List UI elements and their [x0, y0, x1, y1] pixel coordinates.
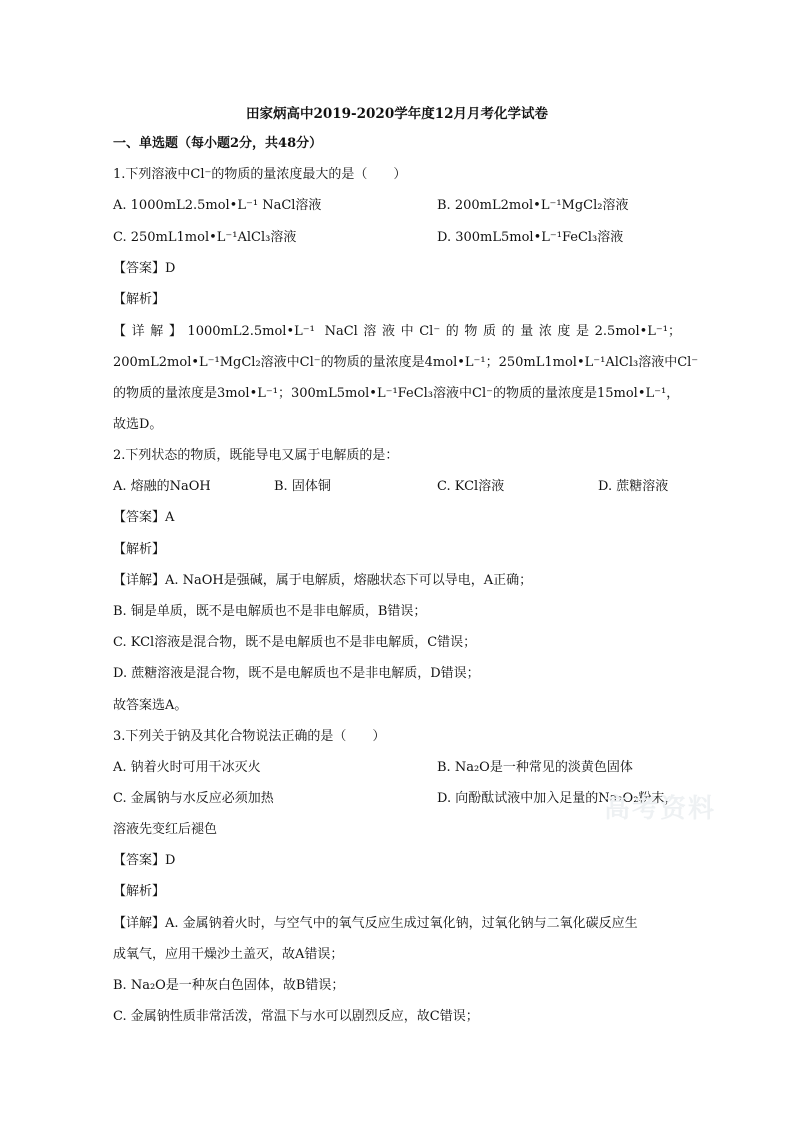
q1-answer: 【答案】D [113, 261, 176, 276]
q1-analysis-label: 【解析】 [113, 292, 166, 307]
q3-analysis-label: 【解析】 [113, 884, 166, 899]
q3-detail-line-4: C. 金属钠性质非常活泼，常温下与水可以剧烈反应，故C错误； [113, 1009, 479, 1024]
q2-option-c: C. KCl溶液 [437, 479, 505, 494]
q2-option-a: A. 熔融的NaOH [113, 479, 211, 494]
q3-detail-line-3: B. Na₂O是一种灰白色固体，故B错误； [113, 978, 345, 993]
q2-detail-line-1: 【详解】A. NaOH是强碱，属于电解质，熔融状态下可以导电，A正确； [113, 573, 533, 588]
q2-option-b: B. 固体铜 [274, 479, 331, 494]
page-title: 田家炳高中2019-2020学年度12月月考化学试卷 [245, 106, 549, 122]
q1-detail-line-3: 的物质的量浓度是3mol•L⁻¹；300mL5mol•L⁻¹FeCl₃溶液中Cl⁻的物质的量浓度是15mol•L⁻¹， [113, 386, 680, 401]
q3-option-a: A. 钠着火时可用干冰灭火 [113, 760, 261, 775]
faint-watermark: 高考资料 [604, 794, 717, 824]
q3-option-b: B. Na₂O是一种常见的淡黄色固体 [437, 760, 633, 775]
q2-stem: 2.下列状态的物质，既能导电又属于电解质的是： [113, 448, 399, 463]
q3-option-d: D. 向酚酞试液中加入足量的Na₂O₂粉末， [437, 791, 678, 806]
q1-stem: 1.下列溶液中Cl⁻的物质的量浓度最大的是（ ） [113, 167, 407, 182]
q3-option-c: C. 金属钠与水反应必须加热 [113, 791, 274, 806]
q2-detail-line-2: B. 铜是单质，既不是电解质也不是非电解质，B错误； [113, 604, 427, 619]
q2-detail-line-3: C. KCl溶液是混合物，既不是电解质也不是非电解质，C错误； [113, 635, 477, 650]
q2-detail-line-5: 故答案选A。 [113, 698, 188, 713]
q2-option-d: D. 蔗糖溶液 [598, 479, 669, 494]
q3-answer: 【答案】D [113, 853, 176, 868]
q2-analysis-label: 【解析】 [113, 542, 166, 557]
q2-answer: 【答案】A [113, 510, 175, 525]
q1-detail-line-2: 200mL2mol•L⁻¹MgCl₂溶液中Cl⁻的物质的量浓度是4mol•L⁻¹；250mL1mol•L⁻¹AlCl₃溶液中Cl⁻ [113, 355, 699, 370]
q2-detail-line-4: D. 蔗糖溶液是混合物，既不是电解质也不是非电解质，D错误； [113, 666, 480, 681]
q1-option-c: C. 250mL1mol•L⁻¹AlCl₃溶液 [113, 230, 297, 245]
q3-option-d-continued: 溶液先变红后褪色 [113, 822, 218, 837]
q3-stem: 3.下列关于钠及其化合物说法正确的是（ ） [113, 729, 386, 744]
section-heading: 一、单选题（每小题2分，共48分） [113, 136, 323, 151]
q1-detail-line-4: 故选D。 [113, 417, 163, 432]
q3-detail-line-2: 成氧气，应用干燥沙土盖灭，故A错误； [113, 947, 344, 962]
q1-detail-line-1: 【详解】1000mL2.5mol•L⁻¹ NaCl溶液中Cl⁻的物质的量浓度是2.5mol•L⁻¹； [113, 324, 681, 339]
q1-option-b: B. 200mL2mol•L⁻¹MgCl₂溶液 [437, 198, 629, 213]
q1-option-d: D. 300mL5mol•L⁻¹FeCl₃溶液 [437, 230, 624, 245]
q3-detail-line-1: 【详解】A. 金属钠着火时，与空气中的氧气反应生成过氧化钠，过氧化钠与二氧化碳反应生 [113, 916, 638, 931]
q1-option-a: A. 1000mL2.5mol•L⁻¹ NaCl溶液 [113, 198, 322, 213]
